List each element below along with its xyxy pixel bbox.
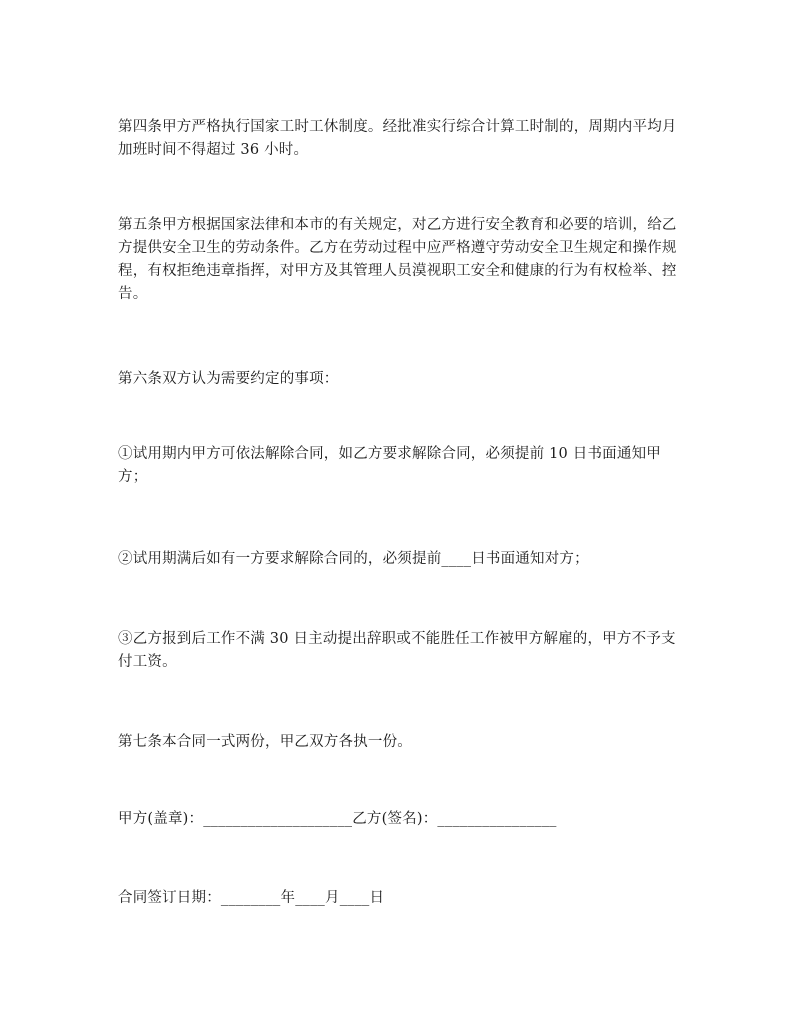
article-7-paragraph: 第七条本合同一式两份，甲乙双方各执一份。 (118, 734, 412, 750)
article-6-item-1: ①试用期内甲方可依法解除合同，如乙方要求解除合同，必须提前 10 日书面通知甲方； (118, 446, 661, 485)
article-4-paragraph: 第四条甲方严格执行国家工时工休制度。经批准实行综合计算工时制的，周期内平均月加班时间不得超过 36 小时。 (118, 119, 677, 158)
article-6-heading: 第六条双方认为需要约定的事项： (118, 371, 339, 387)
article-6-item-3: ③乙方报到后工作不满 30 日主动提出辞职或不能胜任工作被甲方解雇的，甲方不予支付工资。 (118, 631, 676, 670)
signing-date-line: 合同签订日期：________年____月____日 (118, 890, 385, 906)
article-5-paragraph: 第五条甲方根据国家法律和本市的有关规定，对乙方进行安全教育和必要的培训，给乙方提供安全卫生的劳动条件。乙方在劳动过程中应严格遵守劳动安全卫生规定和操作规程，有权拒绝违章指挥，对甲方及其管理人员漠视职工安全和健康的行为有权检举、控告。 (118, 217, 677, 302)
article-6-item-2: ②试用期满后如有一方要求解除合同的，必须提前____日书面通知对方； (118, 551, 589, 567)
signature-line: 甲方(盖章)：____________________乙方(签名)：________________ (118, 811, 557, 827)
